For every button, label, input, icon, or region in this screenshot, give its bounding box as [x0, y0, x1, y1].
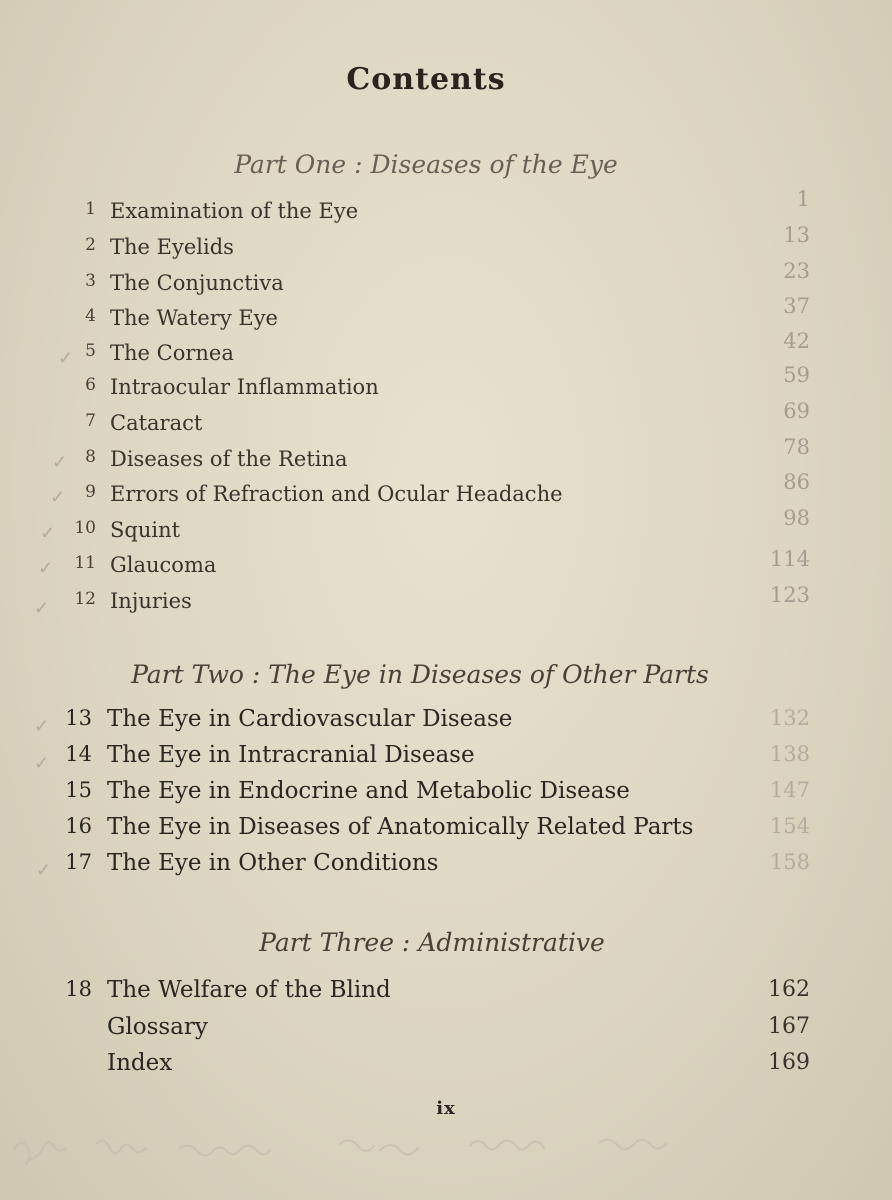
chapter-title: Examination of the Eye — [110, 199, 359, 223]
chapter-number: 7 — [85, 411, 96, 431]
chapter-number: 17 — [65, 850, 92, 874]
toc-entry — [0, 1014, 892, 1048]
chapter-number: 13 — [65, 706, 92, 730]
chapter-number: 2 — [85, 235, 96, 255]
page-title: Contents — [346, 62, 506, 97]
page-number: 42 — [783, 329, 810, 353]
chapter-number: 15 — [65, 778, 92, 802]
page-number: 158 — [769, 850, 810, 874]
toc-entry — [0, 506, 892, 552]
pencil-tick-icon: ✓ — [58, 348, 74, 369]
chapter-title: Diseases of the Retina — [110, 447, 348, 471]
chapter-title: The Eyelids — [110, 235, 234, 259]
page-number: 154 — [769, 814, 810, 838]
chapter-title: Intraocular Inflammation — [110, 375, 379, 399]
pencil-tick-icon: ✓ — [34, 753, 50, 774]
page-number: 162 — [768, 977, 810, 1002]
chapter-title: The Eye in Cardiovascular Disease — [107, 706, 513, 732]
chapter-number: 11 — [74, 553, 96, 573]
chapter-title: The Welfare of the Blind — [107, 977, 391, 1003]
toc-entry — [0, 814, 892, 848]
part-two-heading: Part Two : The Eye in Diseases of Other Parts — [131, 660, 709, 689]
toc-entry — [0, 329, 892, 375]
toc-entry — [0, 363, 892, 409]
toc-entry — [0, 223, 892, 269]
chapter-number: 14 — [65, 742, 92, 766]
page-number: 23 — [783, 259, 810, 283]
chapter-title: Errors of Refraction and Ocular Headache — [110, 482, 563, 506]
page-number: 114 — [769, 547, 810, 571]
pencil-tick-icon: ✓ — [36, 860, 52, 881]
chapter-title: The Cornea — [110, 341, 234, 365]
chapter-number: 10 — [74, 518, 96, 538]
toc-entry — [0, 187, 892, 233]
page-number: 123 — [769, 583, 810, 607]
page-number: 169 — [768, 1050, 810, 1075]
page-number: 132 — [769, 706, 810, 730]
chapter-title: Squint — [110, 518, 181, 542]
page-number: 78 — [783, 435, 810, 459]
page-number: 147 — [769, 778, 810, 802]
chapter-title: Index — [107, 1050, 173, 1076]
chapter-title: Injuries — [110, 589, 192, 613]
pencil-tick-icon: ✓ — [52, 452, 68, 473]
page-number: 138 — [769, 742, 810, 766]
chapter-title: The Eye in Endocrine and Metabolic Disease — [107, 778, 630, 804]
toc-entry — [0, 1050, 892, 1084]
chapter-title: The Eye in Intracranial Disease — [107, 742, 475, 768]
page-number: 167 — [768, 1014, 810, 1039]
pencil-tick-icon: ✓ — [50, 487, 66, 508]
page-number: 13 — [783, 223, 810, 247]
chapter-number: 3 — [85, 271, 96, 291]
page-number: 1 — [796, 187, 810, 211]
toc-entry — [0, 259, 892, 305]
chapter-number: 4 — [85, 306, 96, 326]
chapter-number: 8 — [85, 447, 96, 467]
chapter-number: 18 — [65, 977, 92, 1001]
toc-entry — [0, 778, 892, 812]
pencil-tick-icon: ✓ — [34, 598, 50, 619]
page-number: 86 — [783, 470, 810, 494]
toc-entry — [0, 547, 892, 587]
chapter-title: The Conjunctiva — [110, 271, 284, 295]
chapter-number: 9 — [85, 482, 96, 502]
toc-entry — [0, 742, 892, 776]
part-one-heading: Part One : Diseases of the Eye — [234, 150, 618, 179]
page-folio: ix — [436, 1098, 456, 1119]
chapter-number: 16 — [65, 814, 92, 838]
page-number: 69 — [783, 399, 810, 423]
toc-entry — [0, 977, 892, 1011]
chapter-title: Glossary — [107, 1014, 208, 1040]
pencil-tick-icon: ✓ — [40, 523, 56, 544]
page-number: 59 — [783, 363, 810, 387]
chapter-title: The Eye in Other Conditions — [107, 850, 439, 876]
toc-entry — [0, 399, 892, 445]
chapter-title: The Watery Eye — [110, 306, 278, 330]
chapter-number: 6 — [85, 375, 96, 395]
toc-entry — [0, 294, 892, 340]
chapter-title: Cataract — [110, 411, 203, 435]
page-number: 37 — [783, 294, 810, 318]
page-number: 98 — [783, 506, 810, 530]
chapter-number: 5 — [85, 341, 96, 361]
toc-entry — [0, 706, 892, 740]
toc-entry — [0, 583, 892, 623]
chapter-number: 12 — [74, 589, 96, 609]
pencil-tick-icon: ✓ — [38, 558, 54, 579]
pencil-scribble-icon — [0, 1120, 892, 1200]
toc-entry — [0, 470, 892, 516]
toc-entry — [0, 850, 892, 884]
pencil-tick-icon: ✓ — [34, 716, 50, 737]
chapter-title: The Eye in Diseases of Anatomically Related Parts — [107, 814, 694, 840]
chapter-number: 1 — [85, 199, 96, 219]
chapter-title: Glaucoma — [110, 553, 217, 577]
toc-entry — [0, 435, 892, 481]
part-three-heading: Part Three : Administrative — [259, 928, 605, 957]
